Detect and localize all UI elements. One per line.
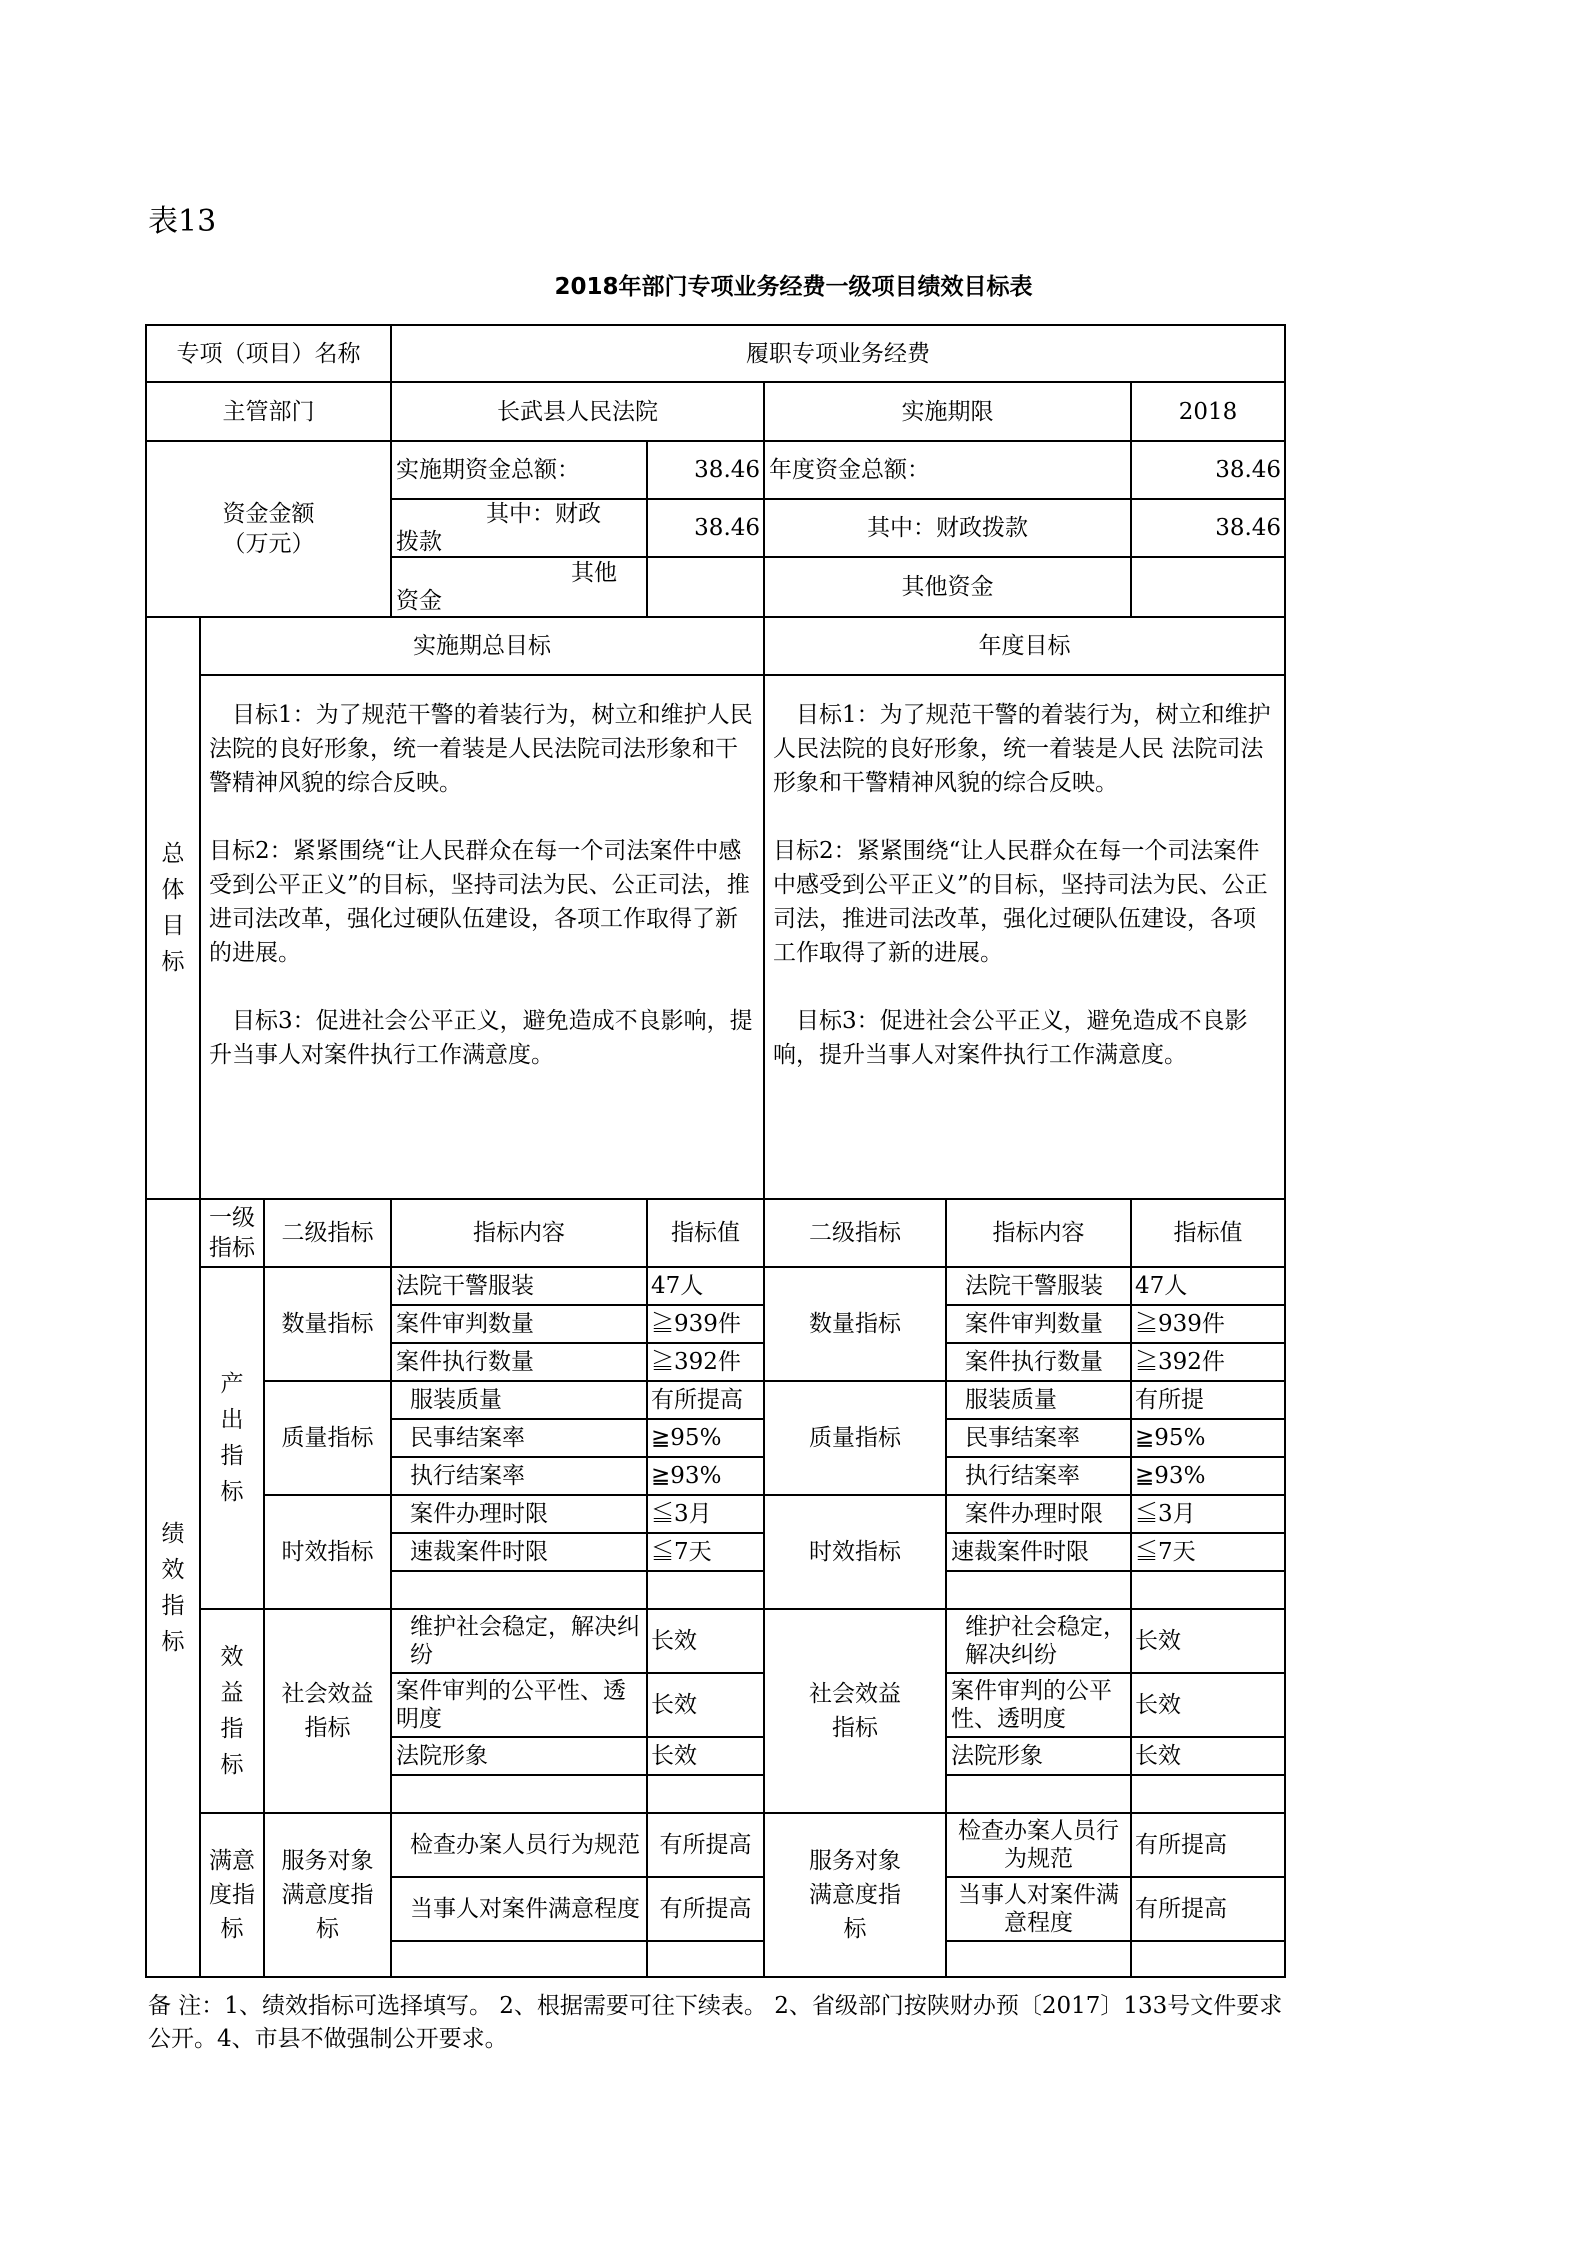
service-value-1: 有所提高 [647, 1813, 764, 1877]
quantity-content-1: 法院干警服装 [391, 1267, 647, 1305]
fiscal-funds-label [391, 499, 647, 557]
service-annual-content-2: 当事人对案件满意程度 [946, 1877, 1131, 1941]
quality-annual-content-1: 服装质量 [946, 1381, 1131, 1419]
dept-label: 主管部门 [146, 382, 391, 441]
timeliness-annual-empty-content [946, 1571, 1131, 1609]
total-funds-label: 实施期资金总额： [391, 441, 647, 499]
quality-content-2: 民事结案率 [391, 1419, 647, 1457]
timeliness-annual-content-2: 速裁案件时限 [946, 1533, 1131, 1571]
annual-total-label: 年度资金总额： [764, 441, 1131, 499]
service-annual-value-2-text: 有所提高 [1135, 1896, 1228, 1922]
social-content-2: 案件审判的公平性、透明度 [391, 1673, 647, 1737]
timeliness-annual-value-2: ≦7天 [1131, 1533, 1285, 1571]
quantity-value-3: ≧392件 [647, 1343, 764, 1381]
social-annual-empty-value [1131, 1775, 1285, 1813]
service-annual-empty-content [946, 1941, 1131, 1977]
project-name-value: 履职专项业务经费 [391, 325, 1285, 382]
annual-other-label: 其他资金 [764, 557, 1131, 617]
funds-label [146, 441, 391, 617]
funds-label-line2: （万元） [222, 531, 315, 557]
quantity-label-annual: 数量指标 [764, 1267, 946, 1381]
header-content: 指标内容 [391, 1199, 647, 1267]
header-level2-annual: 二级指标 [764, 1199, 946, 1267]
performance-target-table [145, 324, 1286, 1978]
timeliness-content-1: 案件办理时限 [391, 1495, 647, 1533]
quality-content-1: 服装质量 [391, 1381, 647, 1419]
service-content-1: 检查办案人员行为规范 [391, 1813, 647, 1877]
social-annual-value-3: 长效 [1131, 1737, 1285, 1775]
social-content-1: 维护社会稳定，解决纠纷 [391, 1609, 647, 1673]
social-benefit-annual-text: 社会效益指标 [809, 1681, 902, 1741]
quantity-content-2: 案件审判数量 [391, 1305, 647, 1343]
period-value: 2018 [1131, 382, 1285, 441]
timeliness-empty-content [391, 1571, 647, 1609]
annual-goal-header: 年度目标 [764, 617, 1285, 675]
service-label-annual-text: 服务对象满意度指标 [809, 1848, 902, 1942]
social-value-3: 长效 [647, 1737, 764, 1775]
header-content-annual: 指标内容 [946, 1199, 1131, 1267]
quantity-label: 数量指标 [264, 1267, 391, 1381]
other-funds-label-a: 其他 [571, 560, 618, 586]
service-annual-content-1: 检查办案人员行为规范 [946, 1813, 1131, 1877]
output-indicator-text: 产出指标 [220, 1371, 244, 1505]
quality-annual-content-2: 民事结案率 [946, 1419, 1131, 1457]
header-level1 [200, 1199, 264, 1267]
social-value-2: 长效 [647, 1673, 764, 1737]
benefit-indicator-label [200, 1609, 264, 1813]
annual-other-value [1131, 557, 1285, 617]
quality-annual-value-2: ≧95% [1131, 1419, 1285, 1457]
social-value-1: 长效 [647, 1609, 764, 1673]
quality-annual-value-3: ≧93% [1131, 1457, 1285, 1495]
service-label [264, 1813, 391, 1977]
quality-label-annual: 质量指标 [764, 1381, 946, 1495]
quality-content-3: 执行结案率 [391, 1457, 647, 1495]
fiscal-funds-label-a: 其中：财政 [486, 501, 602, 527]
annual-goal-3: 目标3：促进社会公平正义，避免造成不良影响，提升当事人对案件执行工作满意度。 [773, 1008, 1248, 1068]
period-label: 实施期限 [764, 382, 1131, 441]
quality-label: 质量指标 [264, 1381, 391, 1495]
annual-goal-1: 目标1：为了规范干警的着装行为，树立和维护人民法院的良好形象，统一着装是人民 法院司法形象和干警精神风貌的综合反映。 [773, 702, 1271, 796]
social-annual-empty-content [946, 1775, 1131, 1813]
timeliness-empty-value [647, 1571, 764, 1609]
indicators-side-label [146, 1199, 200, 1977]
social-content-3: 法院形象 [391, 1737, 647, 1775]
social-benefit-label [264, 1609, 391, 1813]
annual-goals [764, 675, 1285, 1199]
other-funds-value [647, 557, 764, 617]
timeliness-content-2: 速裁案件时限 [391, 1533, 647, 1571]
timeliness-value-2: ≦7天 [647, 1533, 764, 1571]
annual-goal-2: 目标2：紧紧围绕“让人民群众在每一个司法案件中感受到公平正义”的目标，坚持司法为民、公正司法，推进司法改革，强化过硬队伍建设，各项工作取得了新的进展。 [773, 838, 1268, 966]
funds-label-line1: 资金金额 [222, 501, 315, 527]
quality-annual-value-1: 有所提 [1131, 1381, 1285, 1419]
quantity-annual-content-2: 案件审判数量 [946, 1305, 1131, 1343]
fiscal-funds-label-b: 拨款 [396, 529, 443, 555]
social-annual-content-2: 案件审判的公平性、透明度 [946, 1673, 1131, 1737]
service-label-text: 服务对象满意度指标 [281, 1848, 374, 1942]
indicators-side-text: 绩效指标 [161, 1521, 185, 1655]
project-name-label: 专项（项目）名称 [146, 325, 391, 382]
output-indicator-label [200, 1267, 264, 1609]
header-value-annual: 指标值 [1131, 1199, 1285, 1267]
service-annual-value-2 [1131, 1877, 1285, 1941]
service-label-annual [764, 1813, 946, 1977]
quality-value-3: ≧93% [647, 1457, 764, 1495]
footnote: 备 注：1、绩效指标可选择填写。 2、根据需要可往下续表。 2、省级部门按陕财办预〔2017〕133号文件要求公开。4、市县不做强制公开要求。 [148, 1993, 1283, 2052]
social-empty-value [647, 1775, 764, 1813]
period-goal-1: 目标1：为了规范干警的着装行为，树立和维护人民法院的良好形象，统一着装是人民法院司法形象和干警精神风貌的综合反映。 [209, 702, 753, 796]
quantity-annual-value-1: 47人 [1131, 1267, 1285, 1305]
period-goal-header: 实施期总目标 [200, 617, 764, 675]
satisfaction-indicator-label [200, 1813, 264, 1977]
social-benefit-text: 社会效益指标 [281, 1681, 374, 1741]
timeliness-label-annual: 时效指标 [764, 1495, 946, 1609]
header-value: 指标值 [647, 1199, 764, 1267]
quantity-annual-content-1: 法院干警服装 [946, 1267, 1131, 1305]
table-number: 表13 [148, 204, 217, 239]
dept-value: 长武县人民法院 [391, 382, 764, 441]
other-funds-label [391, 557, 647, 617]
total-funds-value: 38.46 [647, 441, 764, 499]
timeliness-annual-value-1: ≦3月 [1131, 1495, 1285, 1533]
quantity-value-1: 47人 [647, 1267, 764, 1305]
annual-fiscal-value: 38.46 [1131, 499, 1285, 557]
quantity-annual-content-3: 案件执行数量 [946, 1343, 1131, 1381]
satisfaction-indicator-text: 满意度指标 [209, 1848, 255, 1942]
quantity-annual-value-3: ≧392件 [1131, 1343, 1285, 1381]
service-value-2: 有所提高 [647, 1877, 764, 1941]
quality-value-1: 有所提高 [647, 1381, 764, 1419]
quantity-content-3: 案件执行数量 [391, 1343, 647, 1381]
service-annual-value-1 [1131, 1813, 1285, 1877]
header-level1-text: 一级指标 [209, 1205, 255, 1261]
annual-total-value: 38.46 [1131, 441, 1285, 499]
overall-goals-side-label [146, 617, 200, 1199]
social-empty-content [391, 1775, 647, 1813]
overall-goals-text: 总体目标 [161, 841, 185, 975]
benefit-indicator-text: 效益指标 [220, 1644, 244, 1778]
period-goal-3: 目标3：促进社会公平正义，避免造成不良影响，提升当事人对案件执行工作满意度。 [209, 1008, 753, 1068]
social-benefit-label-annual [764, 1609, 946, 1813]
period-goals [200, 675, 764, 1199]
service-empty-value [647, 1941, 764, 1977]
service-annual-value-1-text: 有所提高 [1135, 1832, 1228, 1858]
document-title: 2018年部门专项业务经费一级项目绩效目标表 [554, 274, 1033, 300]
header-level2: 二级指标 [264, 1199, 391, 1267]
social-annual-content-1: 维护社会稳定，解决纠纷 [946, 1609, 1131, 1673]
social-annual-content-3: 法院形象 [946, 1737, 1131, 1775]
period-goal-2: 目标2：紧紧围绕“让人民群众在每一个司法案件中感受到公平正义”的目标，坚持司法为民、公正司法，推进司法改革，强化过硬队伍建设，各项工作取得了新的进展。 [209, 838, 750, 966]
timeliness-label: 时效指标 [264, 1495, 391, 1609]
timeliness-annual-content-1: 案件办理时限 [946, 1495, 1131, 1533]
service-content-2: 当事人对案件满意程度 [391, 1877, 647, 1941]
quality-value-2: ≧95% [647, 1419, 764, 1457]
quality-annual-content-3: 执行结案率 [946, 1457, 1131, 1495]
timeliness-value-1: ≦3月 [647, 1495, 764, 1533]
fiscal-funds-value: 38.46 [647, 499, 764, 557]
social-annual-value-2: 长效 [1131, 1673, 1285, 1737]
quantity-annual-value-2: ≧939件 [1131, 1305, 1285, 1343]
other-funds-label-b: 资金 [396, 588, 443, 614]
timeliness-annual-empty-value [1131, 1571, 1285, 1609]
quantity-value-2: ≧939件 [647, 1305, 764, 1343]
social-annual-value-1: 长效 [1131, 1609, 1285, 1673]
annual-fiscal-label: 其中：财政拨款 [764, 499, 1131, 557]
service-empty-content [391, 1941, 647, 1977]
service-annual-empty-value [1131, 1941, 1285, 1977]
